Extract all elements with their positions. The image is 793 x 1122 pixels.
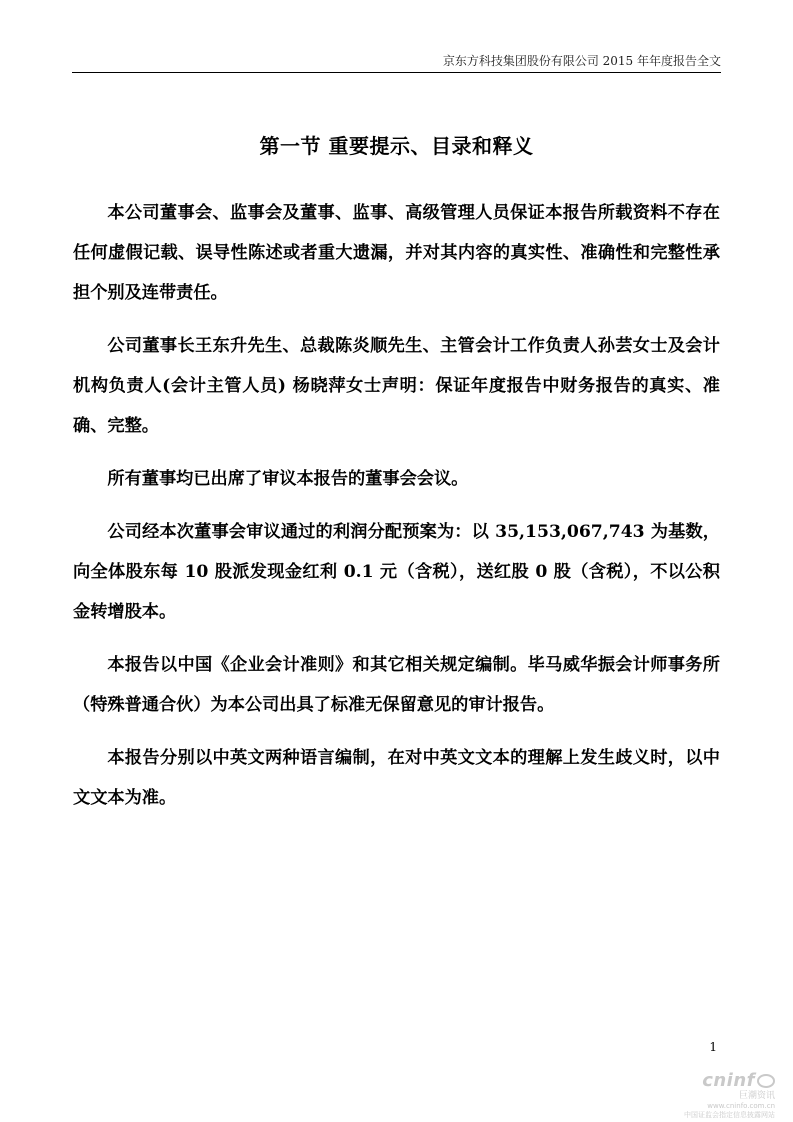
paragraph-audit-opinion: 本报告以中国《企业会计准则》和其它相关规定编制。毕马威华振会计师事务所（特殊普通合伙）为本公司出具了标准无保留意见的审计报告。 (73, 655, 720, 715)
cninfo-watermark (684, 1070, 775, 1120)
watermark-tagline: 中国证监会指定信息披露网站 (684, 1111, 775, 1119)
paragraph-officer-declaration: 公司董事长王东升先生、总裁陈炎顺先生、主管会计工作负责人孙芸女士及会计机构负责人(会计主管人员) 杨晓萍女士声明：保证年度报告中财务报告的真实、准确、完整。 (73, 336, 720, 436)
swirl-icon (757, 1074, 775, 1088)
section-title: 第一节 重要提示、目录和释义 (259, 134, 534, 158)
running-header: 京东方科技集团股份有限公司 2015 年年度报告全文 (442, 54, 721, 68)
paragraph-responsibility-statement: 本公司董事会、监事会及董事、监事、高级管理人员保证本报告所载资料不存在任何虚假记载、误导性陈述或者重大遗漏，并对其内容的真实性、准确性和完整性承担个别及连带责任。 (73, 203, 720, 303)
paragraph-profit-distribution: 公司经本次董事会审议通过的利润分配预案为：以 35,153,067,743 为基数，向全体股东每 10 股派发现金红利 0.1 元（含税），送红股 0 股（含税），不以公积金转增股本。 (73, 522, 720, 622)
header-rule (72, 72, 721, 73)
paragraph-language-note: 本报告分别以中英文两种语言编制，在对中英文文本的理解上发生歧义时，以中文文本为准。 (73, 748, 720, 808)
watermark-url: www.cninfo.com.cn (707, 1102, 775, 1110)
page-number: 1 (709, 1040, 717, 1054)
paragraph-board-attendance: 所有董事均已出席了审议本报告的董事会会议。 (107, 469, 469, 489)
body-text (73, 193, 720, 831)
watermark-brand-cn: 巨潮资讯 (738, 1091, 775, 1101)
watermark-brand: cninf (702, 1070, 755, 1091)
watermark-logo (684, 1070, 775, 1091)
